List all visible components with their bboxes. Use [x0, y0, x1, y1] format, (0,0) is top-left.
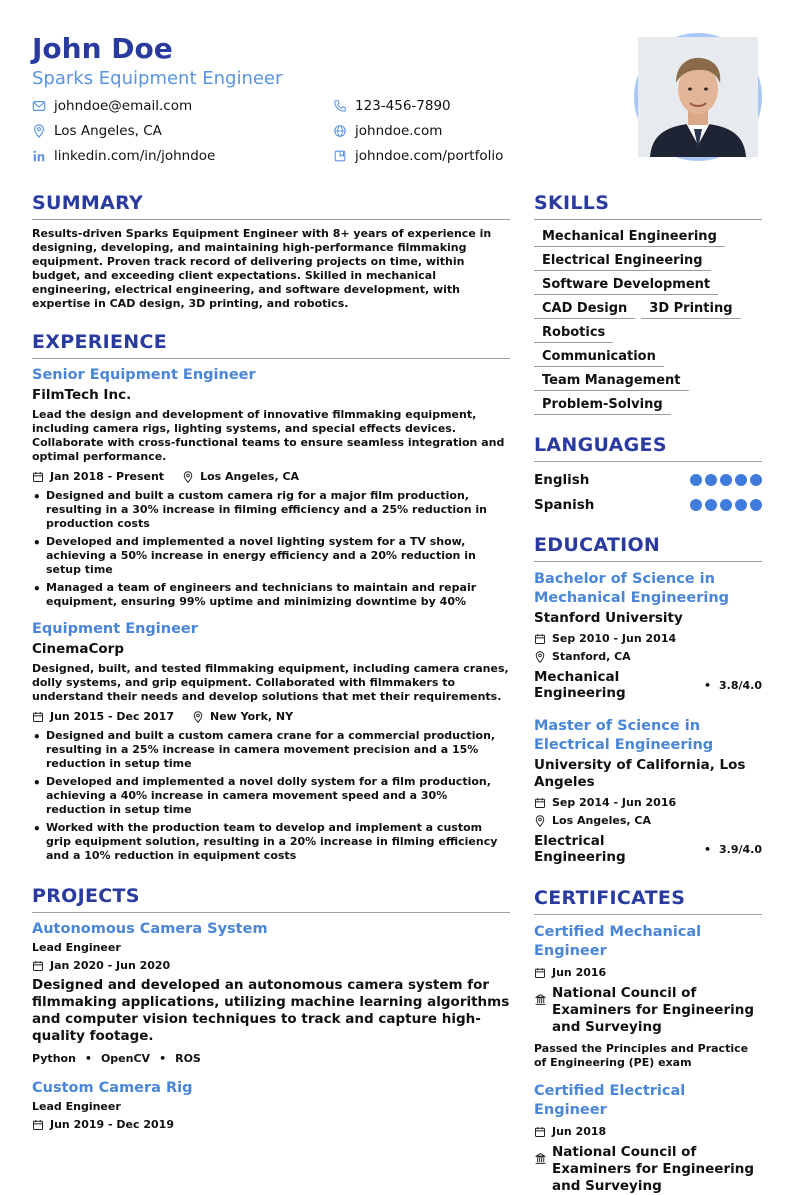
education-field-row: Electrical Engineering • 3.9/4.0: [534, 833, 762, 865]
project-tag: Python: [32, 1052, 76, 1065]
project-meta: [32, 1118, 510, 1132]
job-company: CinemaCorp: [32, 641, 124, 657]
degree-title: Master of Science in Electrical Engineering: [534, 718, 714, 753]
building-icon: [534, 1152, 547, 1165]
languages-section: [534, 432, 762, 514]
experience-heading: EXPERIENCE: [32, 329, 510, 359]
job-description: Designed, built, and tested filmmaking equipment, including camera cranes, dolly systems, and grip equipment. Collaborated with filmmakers to understand their needs and develop solutions that met their requirements.: [32, 662, 509, 703]
project-description: Designed and developed an autonomous camera system for filmmaking applications, utilizing machine learning algorithms and computer vision techniques to track and capture high-quality footage.: [32, 977, 510, 1044]
location-pin-icon: [534, 651, 546, 663]
phone-text: 123-456-7890: [355, 98, 451, 114]
education-field: Mechanical Engineering: [534, 669, 626, 701]
education-heading: EDUCATION: [534, 532, 762, 562]
project-title: Custom Camera Rig: [32, 1080, 193, 1096]
skill-tag: Communication: [534, 348, 664, 367]
skill-tag: Mechanical Engineering: [534, 228, 725, 247]
job-meta: [32, 470, 510, 484]
certificate-entry: [534, 1082, 762, 1195]
job-title: Equipment Engineer: [32, 621, 198, 637]
proficiency-dot: [750, 474, 762, 486]
certificate-entry: [534, 923, 762, 1070]
certificate-issuer: National Council of Examiners for Engineering and Surveying: [552, 985, 755, 1035]
calendar-icon: [32, 1119, 44, 1131]
skill-tag: 3D Printing: [641, 300, 740, 319]
summary-heading: SUMMARY: [32, 190, 510, 220]
proficiency-dot: [720, 474, 732, 486]
skills-section: [534, 190, 762, 420]
education-location: Stanford, CA: [552, 650, 631, 663]
globe-icon: [333, 124, 347, 138]
linkedin-icon: [32, 149, 46, 163]
certificates-section: [534, 885, 762, 1195]
job-title: Senior Equipment Engineer: [32, 367, 256, 383]
right-column: [534, 190, 762, 1195]
project-entry: [32, 1078, 510, 1132]
calendar-icon: [32, 711, 44, 723]
language-name: English: [534, 471, 590, 488]
education-entry: [534, 570, 762, 701]
proficiency-dot: [750, 499, 762, 511]
summary-section: [32, 190, 510, 311]
bullet-item: • Designed and built a custom camera crane for a commercial production, resulting in a 25% increase in camera movement precision and a 15% reduction in setup time: [32, 729, 510, 771]
bullet-item: • Worked with the production team to develop and implement a custom grip equipment solution, resulting in a 20% increase in filming efficiency and a 10% reduction in equipment costs: [32, 821, 510, 863]
skill-tag: Team Management: [534, 372, 689, 391]
education-field: Electrical Engineering: [534, 833, 626, 865]
certificate-title: Certified Electrical Engineer: [534, 1083, 686, 1118]
candidate-name: John Doe: [32, 32, 173, 65]
skills-list: [534, 228, 749, 420]
location-pin-icon: [32, 124, 46, 138]
project-meta: [32, 959, 510, 973]
proficiency-dot: [735, 499, 747, 511]
bullet-item: • Managed a team of engineers and technicians to maintain and repair equipment, ensuring 99% uptime and minimizing downtime by 40%: [32, 581, 510, 609]
skill-tag: Software Development: [534, 276, 718, 295]
certificate-title: Certified Mechanical Engineer: [534, 924, 702, 959]
project-dates: Jun 2019 - Dec 2019: [50, 1118, 174, 1131]
job-dates: Jan 2018 - Present: [50, 470, 165, 483]
education-section: [534, 532, 762, 865]
project-tag: ROS: [175, 1052, 201, 1065]
job-description: Lead the design and development of innovative filmmaking equipment, including camera rigs, lighting systems, and special effects devices. Collaborate with cross-functional teams to ensure seamless integration and optimal performance.: [32, 408, 505, 463]
language-name: Spanish: [534, 496, 595, 513]
calendar-icon: [534, 633, 546, 645]
certificate-date: Jun 2016: [552, 966, 607, 979]
building-icon: [534, 993, 547, 1006]
email-text: johndoe@email.com: [54, 98, 193, 114]
job-location: New York, NY: [209, 710, 294, 723]
left-column: [32, 190, 510, 1132]
location-pin-icon: [192, 711, 204, 723]
projects-section: [32, 883, 510, 1132]
calendar-icon: [534, 967, 546, 979]
project-title: Autonomous Camera System: [32, 921, 268, 937]
education-location-row: [534, 650, 762, 663]
certificate-date-row: [534, 1125, 762, 1138]
education-field-row: Mechanical Engineering • 3.8/4.0: [534, 669, 762, 701]
contact-website[interactable]: [333, 123, 442, 139]
calendar-icon: [32, 960, 44, 972]
mail-icon: [32, 99, 46, 113]
portfolio-text: johndoe.com/portfolio: [355, 148, 504, 164]
resume-header: [32, 32, 632, 91]
certificate-issuer-row: [534, 1144, 762, 1195]
location-text: Los Angeles, CA: [54, 123, 162, 139]
education-dates: Sep 2014 - Jun 2016: [552, 796, 677, 809]
school-name: Stanford University: [534, 610, 683, 626]
contact-email[interactable]: [32, 98, 192, 114]
education-location-row: [534, 814, 762, 827]
bullet-item: • Developed and implemented a novel dolly system for a film production, achieving a 40% increase in camera movement speed and a 30% reduction in setup time: [32, 775, 510, 817]
project-tags: Python • OpenCV • ROS: [32, 1052, 201, 1065]
job-company: FilmTech Inc.: [32, 387, 132, 403]
language-row: [534, 495, 762, 514]
certificate-issuer-row: [534, 985, 762, 1036]
avatar-photo-icon: [638, 37, 758, 157]
phone-icon: [333, 99, 347, 113]
proficiency-dot: [705, 474, 717, 486]
education-dates-row: [534, 632, 762, 645]
certificate-date-row: [534, 966, 762, 979]
profile-photo: [634, 33, 762, 161]
certificate-issuer: National Council of Examiners for Engineering and Surveying: [552, 1144, 755, 1194]
proficiency-dot: [720, 499, 732, 511]
contact-portfolio[interactable]: [333, 148, 503, 164]
proficiency-dot: [705, 499, 717, 511]
project-dates: Jan 2020 - Jun 2020: [50, 959, 171, 972]
school-name: University of California, Los Angeles: [534, 757, 746, 790]
education-entry: [534, 717, 762, 865]
certificate-description: Passed the Principles and Practice of Engineering (PE) exam: [534, 1042, 749, 1069]
website-text: johndoe.com: [355, 123, 443, 139]
contact-phone[interactable]: [333, 98, 451, 114]
bullet-item: • Designed and built a custom camera rig for a major film production, resulting in a 30% increase in filming efficiency and a 25% reduction in production costs: [32, 489, 510, 531]
job-entry: [32, 365, 510, 609]
contact-location: [32, 123, 162, 139]
bullet-item: • Developed and implemented a novel lighting system for a TV show, achieving a 50% increase in energy efficiency and a 20% reduction in setup time: [32, 535, 510, 577]
projects-heading: PROJECTS: [32, 883, 510, 913]
job-meta: [32, 710, 510, 724]
location-pin-icon: [182, 471, 194, 483]
job-dates: Jun 2015 - Dec 2017: [50, 710, 174, 723]
proficiency-dot: [690, 474, 702, 486]
education-dates: Sep 2010 - Jun 2014: [552, 632, 677, 645]
skills-heading: SKILLS: [534, 190, 762, 220]
skill-tag: Problem-Solving: [534, 396, 671, 415]
degree-title: Bachelor of Science in Mechanical Engineering: [534, 571, 730, 606]
language-row: [534, 470, 762, 489]
education-location: Los Angeles, CA: [552, 814, 651, 827]
education-dates-row: [534, 796, 762, 809]
skill-tag: Robotics: [534, 324, 613, 343]
proficiency-dot: [735, 474, 747, 486]
calendar-icon: [534, 1126, 546, 1138]
language-level: [687, 499, 762, 511]
project-role: Lead Engineer: [32, 941, 121, 954]
portfolio-icon: [333, 149, 347, 163]
job-location: Los Angeles, CA: [200, 470, 300, 483]
calendar-icon: [32, 471, 44, 483]
contact-linkedin[interactable]: [32, 148, 215, 164]
calendar-icon: [534, 797, 546, 809]
languages-heading: LANGUAGES: [534, 432, 762, 462]
education-gpa: 3.8/4.0: [719, 678, 762, 692]
project-role: Lead Engineer: [32, 1100, 121, 1113]
language-level: [687, 474, 762, 486]
job-bullets: [32, 729, 510, 863]
experience-section: [32, 329, 510, 863]
skill-tag: Electrical Engineering: [534, 252, 711, 271]
location-pin-icon: [534, 815, 546, 827]
candidate-role: Sparks Equipment Engineer: [32, 68, 283, 89]
project-entry: [32, 919, 510, 1065]
skill-tag: CAD Design: [534, 300, 635, 319]
job-entry: [32, 619, 510, 863]
proficiency-dot: [690, 499, 702, 511]
certificates-heading: CERTIFICATES: [534, 885, 762, 915]
job-bullets: [32, 489, 510, 609]
certificate-date: Jun 2018: [552, 1125, 607, 1138]
linkedin-text: linkedin.com/in/johndoe: [54, 148, 216, 164]
summary-text: Results-driven Sparks Equipment Engineer with 8+ years of experience in designing, developing, and maintaining high-performance filmmaking equipment. Proven track record of delivering projects on time, within budget, and exceeding client expectations. Skilled in mechanical engineering, electrical engineering, and software development, with expertise in CAD design, 3D printing, and robotics.: [32, 227, 492, 310]
education-gpa: 3.9/4.0: [719, 842, 762, 856]
project-tag: OpenCV: [100, 1052, 151, 1065]
